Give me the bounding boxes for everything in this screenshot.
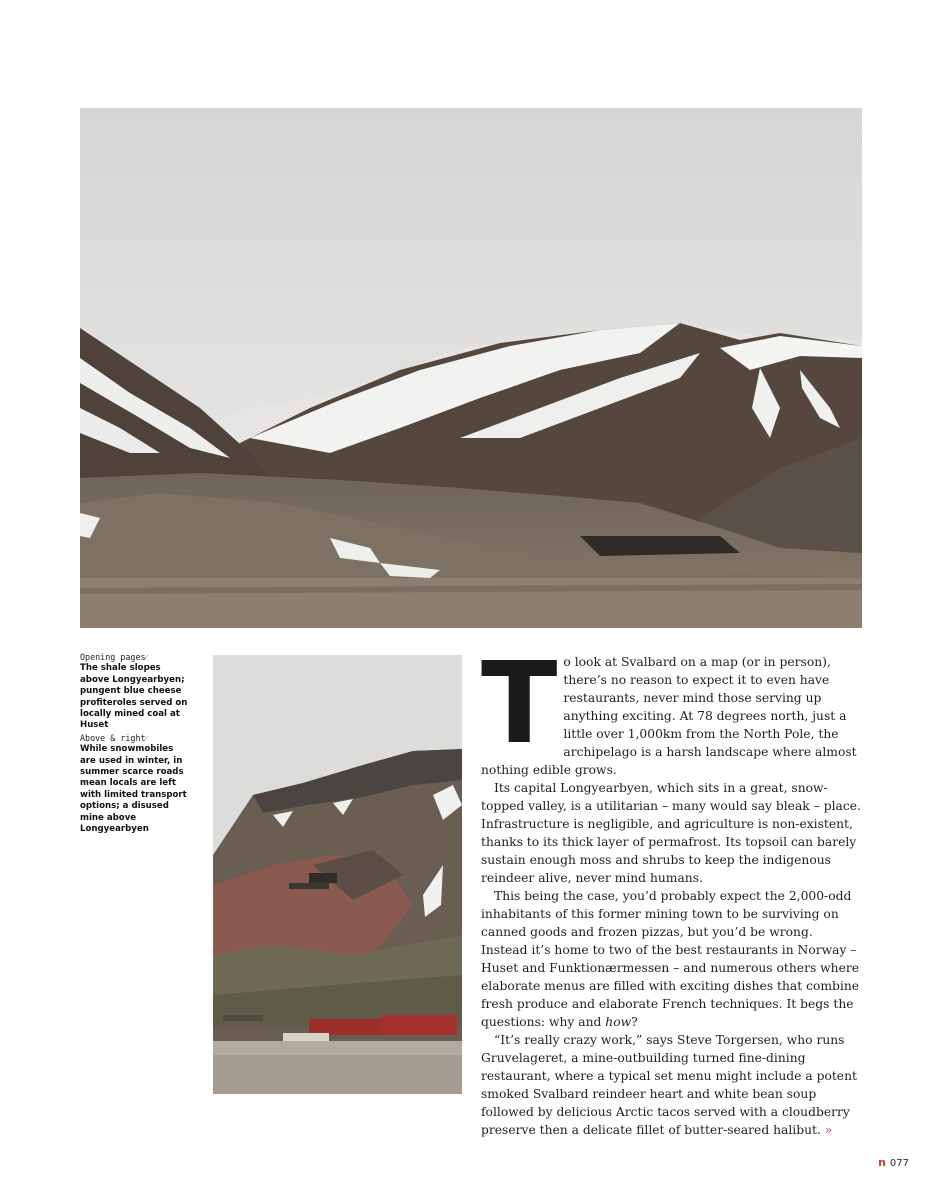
photo-captions (80, 652, 192, 837)
article-paragraph-2: Its capital Longyearbyen, which sits in a great, snow-topped valley, is a utilitarian – many would say bleak – place. Infrastructure is negligible, and agriculture is non-existent, thanks to its thick layer of permafrost. Its topsoil can barely sustain enough moss and shrubs to keep the indigenous reindeer alive, never mind humans. (481, 781, 861, 885)
article-body (481, 639, 862, 1139)
caption-body-above-right: While snowmobiles are used in winter, in summer scarce roads mean locals are left with limited transport options; a disused mine above Longyearbyen (80, 744, 187, 835)
brand-logo: n (878, 1156, 886, 1169)
side-photo-disused-mine (213, 655, 462, 1094)
article-paragraph-3: This being the case, you’d probably expect the 2,000-odd inhabitants of this former mining town to be surviving on canned goods and frozen pizzas, but you’d be wrong. Instead it’s home to two of the best restaurants in Norway – Huset and Funktionærmessen – and numerous others where elaborate menus are filled with exciting dishes that combine fresh produce and elaborate French techniques. It begs the questions: why and how? (481, 889, 860, 1029)
page-folio (878, 1156, 909, 1169)
caption-heading-opening: Opening pages⁄ (80, 652, 147, 662)
caption-heading-above-right: Above & right⁄ (80, 732, 147, 743)
article-paragraph-4: “It’s really crazy work,” says Steve Torgersen, who runs Gruvelageret, a mine-outbuilding turned fine-dining restaurant, where a typical set menu might include a potent smoked Svalbard reindeer heart and white bean soup followed by delicious Arctic tacos served with a cloudberry preserve then a delicate fillet of butter-seared halibut. » (481, 1033, 857, 1137)
continue-mark: » (824, 1123, 833, 1137)
caption-body-opening: The shale slopes above Longyearbyen; pungent blue cheese profiteroles served on locally mined coal at Huset (80, 663, 188, 731)
drop-cap: T (481, 639, 558, 769)
hero-photo-mountain-valley (80, 108, 862, 628)
article-paragraph-1: To look at Svalbard on a map (or in person), there’s no reason to expect it to even have restaurants, never mind those serving up anything exciting. At 78 degrees north, just a little over 1,000km from the North Pole, the archipelago is a harsh landscape where almost nothing edible grows. (481, 639, 857, 777)
page-number: 077 (889, 1158, 909, 1169)
